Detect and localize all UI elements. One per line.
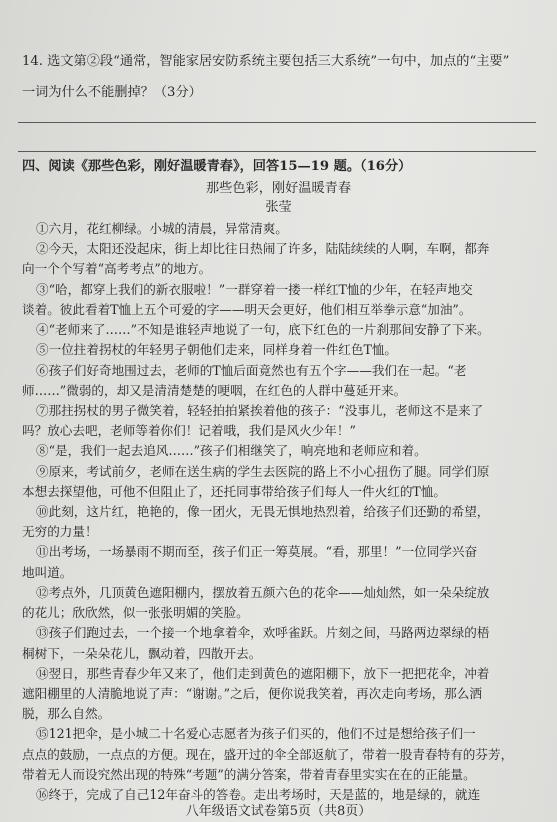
paragraph-line: ④“老师来了……”不知是谁轻声地说了一句，底下红色的一片刹那间安静了下来。 <box>36 322 490 338</box>
paragraph-line: 谈着。彼此看着T恤上五个可爱的字——明天会更好，他们相互举拳示意“加油”。 <box>22 301 472 317</box>
paragraph-line: 本想去探望他，可他不但阻止了，还托同事带给孩子们每人一件火红的T恤。 <box>22 483 446 499</box>
paragraph-line: ⑤一位拄着拐杖的年轻男子朝他们走来，同样身着一件红色T恤。 <box>36 342 398 358</box>
paragraph-line: 无穷的力量！ <box>22 524 98 540</box>
paragraph-line: 遮阳棚里的人清脆地说了声：“谢谢。”之后，便你说我笑着，再次走向考场，那么洒 <box>22 685 482 701</box>
article-title: 那些色彩，刚好温暖青春 <box>205 181 352 196</box>
page-footer: 八年级语文试卷第5页（共8页） <box>185 804 372 819</box>
paragraph-line: ⑭翌日，那些青春少年又来了，他们走到黄色的遮阳棚下，放下一把把花伞，冲着 <box>36 665 490 681</box>
paragraph-line: ⑯终于，完成了自己12年奋斗的答卷。走出考场时，天是蓝的，地是绿的，就连 <box>36 787 481 802</box>
paragraph-line: ⑦那拄拐杖的男子微笑着，轻轻拍拍紧挨着他的孩子：“没事儿，老师这不是来了 <box>36 402 484 418</box>
paragraph-line: ⑨原来，考试前夕，老师在送生病的学生去医院的路上不小心扭伤了腿。同学们原 <box>36 463 490 479</box>
paragraph-line: 师……”微弱的，却又是清清楚楚的哽咽，在红色的人群中蔓延开来。 <box>22 382 407 398</box>
paragraph-line: 带着无人而设究然出现的特殊“考题”的满分答案，带着青春里实实在在的正能量。 <box>22 766 476 782</box>
paragraph-line: 桐树下，一朵朵花儿，飘动着，四散开去。 <box>22 645 262 661</box>
paragraph-line: 点点的鼓励，一点点的方便。现在，盛开过的伞全部返航了，带着一股青春特有的芬芳， <box>22 746 514 762</box>
question-14-line-2: 一词为什么不能删掉？（3分） <box>22 85 202 100</box>
paragraph-line: ⑥孩子们好奇地围过去，老师的T恤后面竟然也有五个字——我们在一起。“老 <box>36 362 467 378</box>
paragraph-line: ⑮121把伞，是小城二十名爱心志愿者为孩子们买的，他们不过是想给孩子们一 <box>36 726 476 742</box>
paragraph-line: ①六月，花红柳绿。小城的清晨，异常清爽。 <box>36 221 288 236</box>
paragraph-line: ⑧“是，我们一起去追风……”孩子们相继笑了，响亮地和老师应和着。 <box>36 443 427 459</box>
answer-line-2 <box>18 151 536 152</box>
paragraph-line: 脱，那么自然。 <box>22 706 111 722</box>
paragraph-line: ③“哈，都穿上我们的新衣服啦！”一群穿着一搂一样红T恤的少年，在轻声地交 <box>36 281 473 297</box>
paragraph-line: 向一个个写着“高考考点”的地方。 <box>22 261 212 277</box>
paragraph-line: ⑩此刻，这片红，艳艳的，像一团火，无畏无惧地热烈着，给孩子们还勤的希望， <box>36 504 490 519</box>
paragraph-line: 吗？放心去吧，老师等着你们！记着哦，我们是风火少年！” <box>22 423 356 439</box>
paragraph-line: ⑬孩子们跑过去，一个接一个地拿着伞，欢呼雀跃。片刻之间，马路两边翠绿的梧 <box>36 625 490 641</box>
question-14-line-1: 14. 选文第②段“通常，智能家居安防系统主要包括三大系统”一句中，加点的“主要” <box>22 54 510 69</box>
answer-line-1 <box>18 122 536 123</box>
paragraph-line: ⑪出考场，一场暴雨不期而至，孩子们正一筹莫展。“看，那里！”一位同学兴奋 <box>36 544 478 560</box>
paragraph-line: 地叫道。 <box>22 564 73 580</box>
paragraph-line: 的花儿；欣欣然，似一张张明媚的笑脸。 <box>22 605 249 621</box>
paragraph-line: ⑫考点外，几顶黄色遮阳棚内，摆放着五颜六色的花伞——灿灿然，如一朵朵绽放 <box>36 584 490 600</box>
paragraph-line: ②今天，太阳还没起床，街上却比往日热闹了许多，陆陆续续的人啊，车啊，都奔 <box>36 241 490 257</box>
article-author: 张莹 <box>265 200 292 215</box>
section-heading: 四、阅读《那些色彩，刚好温暖青春》，回答15—19 题。（16分） <box>22 159 412 174</box>
